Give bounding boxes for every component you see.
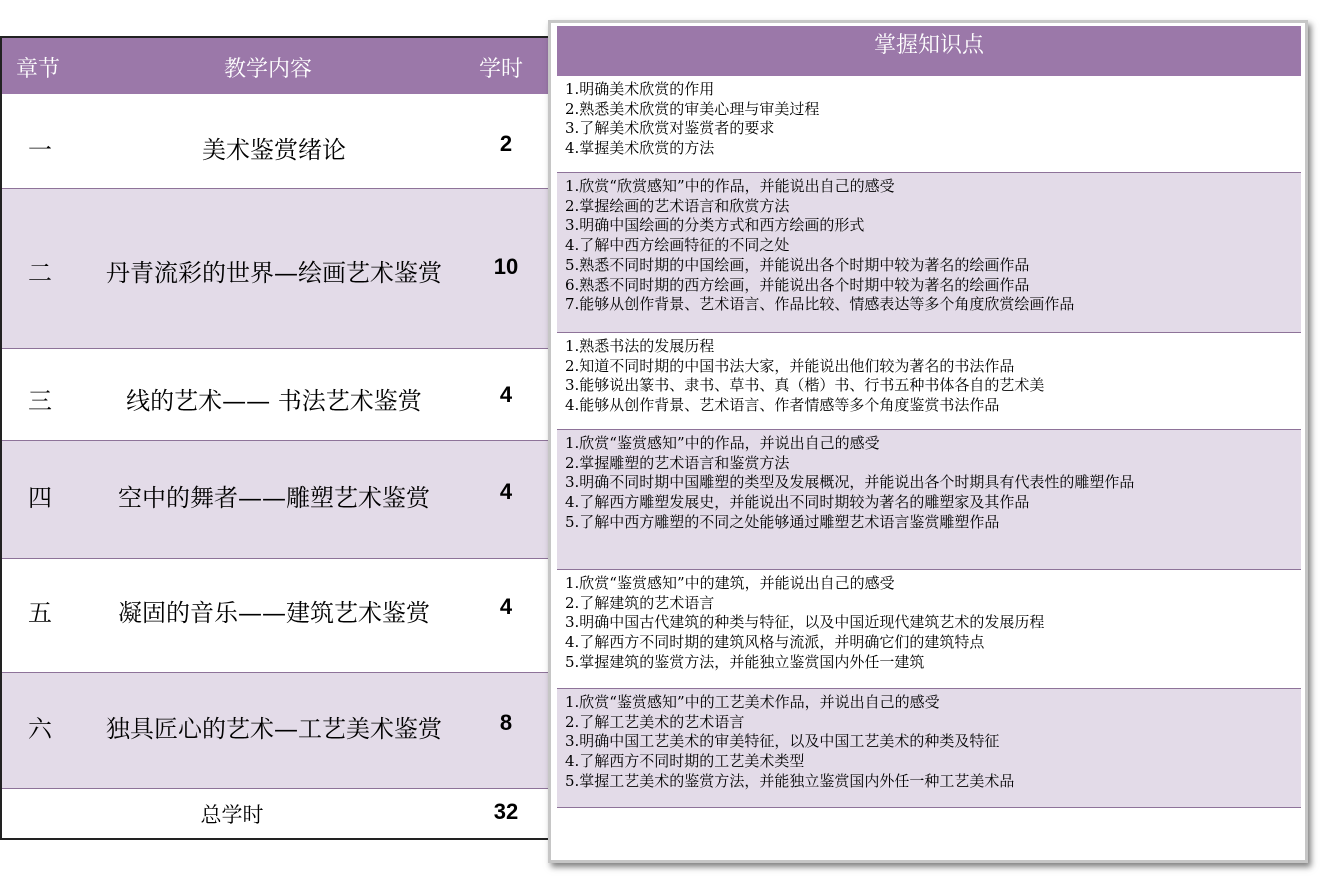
row-content: 独具匠心的艺术—工艺美术鉴赏 xyxy=(106,715,442,743)
table-row xyxy=(2,559,554,673)
header-content: 教学内容 xyxy=(224,57,313,82)
row-chapter: 六 xyxy=(28,715,52,743)
list-item: 2.了解工艺美术的艺术语言 xyxy=(565,712,745,731)
list-item: 2.知道不同时期的中国书法大家，并能说出他们较为著名的书法作品 xyxy=(565,356,1015,375)
list-item: 4.了解西方不同时期的工艺美术类型 xyxy=(565,752,805,771)
list-item: 5.掌握工艺美术的鉴赏方法，并能独立鉴赏国内外任一种工艺美术品 xyxy=(565,771,1015,790)
knowledge-block xyxy=(557,689,1301,808)
knowledge-block xyxy=(557,76,1301,173)
row-hours: 2 xyxy=(499,131,513,156)
list-item: 3.明确中国古代建筑的种类与特征，以及中国近现代建筑艺术的发展历程 xyxy=(565,613,1045,632)
list-item: 5.了解中西方雕塑的不同之处能够通过雕塑艺术语言鉴赏雕塑作品 xyxy=(565,512,1000,531)
list-item: 1.熟悉书法的发展历程 xyxy=(565,337,715,355)
row-chapter: 五 xyxy=(28,599,52,627)
list-item: 2.熟悉美术欣赏的审美心理与审美过程 xyxy=(565,99,820,118)
knowledge-block xyxy=(557,430,1301,570)
row-content: 丹青流彩的世界—绘画艺术鉴赏 xyxy=(106,259,442,287)
knowledge-block xyxy=(557,570,1301,689)
row-chapter: 一 xyxy=(28,136,52,164)
header-chapter: 章节 xyxy=(16,57,61,82)
knowledge-points-header: 掌握知识点 xyxy=(557,26,1301,76)
row-content: 空中的舞者——雕塑艺术鉴赏 xyxy=(118,484,430,512)
list-item: 7.能够从创作背景、艺术语言、作品比较、情感表达等多个角度欣赏绘画作品 xyxy=(565,295,1075,314)
table-row xyxy=(2,441,554,559)
list-item: 4.能够从创作背景、艺术语言、作者情感等多个角度鉴赏书法作品 xyxy=(565,396,1000,415)
table-row xyxy=(2,94,554,189)
list-item: 6.熟悉不同时期的西方绘画，并能说出各个时期中较为著名的绘画作品 xyxy=(565,275,1030,294)
row-hours: 4 xyxy=(499,594,513,619)
knowledge-block xyxy=(557,173,1301,333)
row-content: 美术鉴赏绪论 xyxy=(202,136,346,164)
row-hours: 8 xyxy=(499,710,513,735)
table-row xyxy=(2,189,554,349)
list-item: 4.了解西方不同时期的建筑风格与流派，并明确它们的建筑特点 xyxy=(565,633,985,652)
list-item: 3.明确中国绘画的分类方式和西方绘画的形式 xyxy=(565,216,865,235)
list-item: 4.了解中西方绘画特征的不同之处 xyxy=(565,236,790,255)
list-item: 1.明确美术欣赏的作用 xyxy=(565,80,715,98)
list-item: 5.熟悉不同时期的中国绘画，并能说出各个时期中较为著名的绘画作品 xyxy=(565,255,1030,274)
table-row xyxy=(2,673,554,789)
row-hours: 4 xyxy=(499,382,513,407)
list-item: 3.了解美术欣赏对鉴赏者的要求 xyxy=(565,119,775,138)
table-row xyxy=(2,349,554,441)
row-content: 线的艺术—— 书法艺术鉴赏 xyxy=(126,387,422,415)
list-item: 3.明确不同时期中国雕塑的类型及发展概况，并能说出各个时期具有代表性的雕塑作品 xyxy=(565,473,1135,492)
list-item: 4.掌握美术欣赏的方法 xyxy=(565,139,715,158)
list-item: 2.掌握绘画的艺术语言和欣赏方法 xyxy=(565,196,790,215)
row-hours: 4 xyxy=(499,479,513,504)
list-item: 5.掌握建筑的鉴赏方法，并能独立鉴赏国内外任一建筑 xyxy=(565,652,925,671)
table-header-row xyxy=(2,38,554,94)
total-label: 总学时 xyxy=(200,803,264,827)
list-item: 1.欣赏“鉴赏感知”中的作品，并说出自己的感受 xyxy=(565,434,880,452)
list-item: 4.了解西方雕塑发展史，并能说出不同时期较为著名的雕塑家及其作品 xyxy=(565,493,1030,512)
row-chapter: 三 xyxy=(28,387,52,415)
list-item: 1.欣赏“鉴赏感知”中的工艺美术作品，并说出自己的感受 xyxy=(565,693,940,711)
knowledge-block xyxy=(557,333,1301,430)
list-item: 1.欣赏“欣赏感知”中的作品，并能说出自己的感受 xyxy=(565,177,895,195)
knowledge-points-panel xyxy=(548,20,1308,863)
total-hours: 32 xyxy=(493,799,519,824)
list-item: 1.欣赏“鉴赏感知”中的建筑，并能说出自己的感受 xyxy=(565,574,895,592)
course-schedule-table xyxy=(0,36,556,840)
list-item: 3.能够说出篆书、隶书、草书、真（楷）书、行书五种书体各自的艺术美 xyxy=(565,376,1045,395)
row-chapter: 四 xyxy=(28,484,52,512)
row-content: 凝固的音乐——建筑艺术鉴赏 xyxy=(118,599,430,627)
list-item: 2.了解建筑的艺术语言 xyxy=(565,593,715,612)
header-hours: 学时 xyxy=(479,57,524,82)
row-chapter: 二 xyxy=(28,259,52,287)
total-row xyxy=(2,789,554,839)
list-item: 2.掌握雕塑的艺术语言和鉴赏方法 xyxy=(565,453,790,472)
list-item: 3.明确中国工艺美术的审美特征，以及中国工艺美术的种类及特征 xyxy=(565,732,1000,751)
row-hours: 10 xyxy=(493,254,519,279)
